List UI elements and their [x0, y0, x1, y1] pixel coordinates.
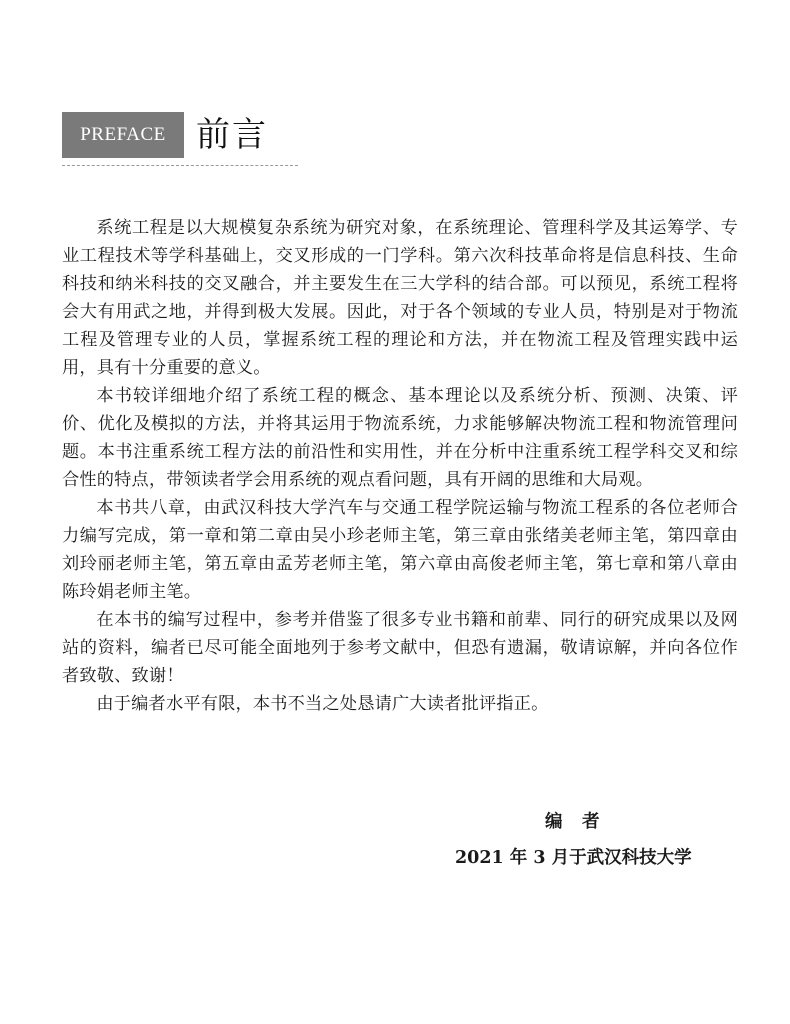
preface-body — [62, 214, 738, 718]
header-divider — [62, 165, 298, 166]
paragraph: 在本书的编写过程中，参考并借鉴了很多专业书籍和前辈、同行的研究成果以及网站的资料，编者已尽可能全面地列于参考文献中，但恐有遗漏，敬请谅解，并向各位作者致敬、致谢！ — [62, 610, 738, 686]
preface-label: PREFACE — [62, 112, 184, 158]
paragraph: 本书共八章，由武汉科技大学汽车与交通工程学院运输与物流工程系的各位老师合力编写完成，第一章和第二章由吴小珍老师主笔，第三章由张绪美老师主笔，第四章由刘玲丽老师主笔，第五章由孟芳老师主笔，第六章由高俊老师主笔，第七章和第八章由陈玲娟老师主笔。 — [62, 498, 738, 602]
author-signature: 编 者 — [545, 812, 601, 832]
date-place: 2021 年 3 月于武汉科技大学 — [455, 848, 692, 868]
page-title: 前言 — [196, 115, 268, 155]
paragraph: 系统工程是以大规模复杂系统为研究对象，在系统理论、管理科学及其运筹学、专业工程技术等学科基础上，交叉形成的一门学科。第六次科技革命将是信息科技、生命科技和纳米科技的交叉融合，并主要发生在三大学科的结合部。可以预见，系统工程将会大有用武之地，并得到极大发展。因此，对于各个领域的专业人员，特别是对于物流工程及管理专业的人员，掌握系统工程的理论和方法，并在物流工程及管理实践中运用，具有十分重要的意义。 — [62, 218, 738, 378]
paragraph: 由于编者水平有限，本书不当之处恳请广大读者批评指正。 — [96, 694, 549, 714]
preface-header — [62, 112, 268, 158]
paragraph: 本书较详细地介绍了系统工程的概念、基本理论以及系统分析、预测、决策、评价、优化及模拟的方法，并将其运用于物流系统，力求能够解决物流工程和物流管理问题。本书注重系统工程方法的前沿性和实用性，并在分析中注重系统工程学科交叉和综合性的特点，带领读者学会用系统的观点看问题，具有开阔的思维和大局观。 — [62, 386, 738, 490]
